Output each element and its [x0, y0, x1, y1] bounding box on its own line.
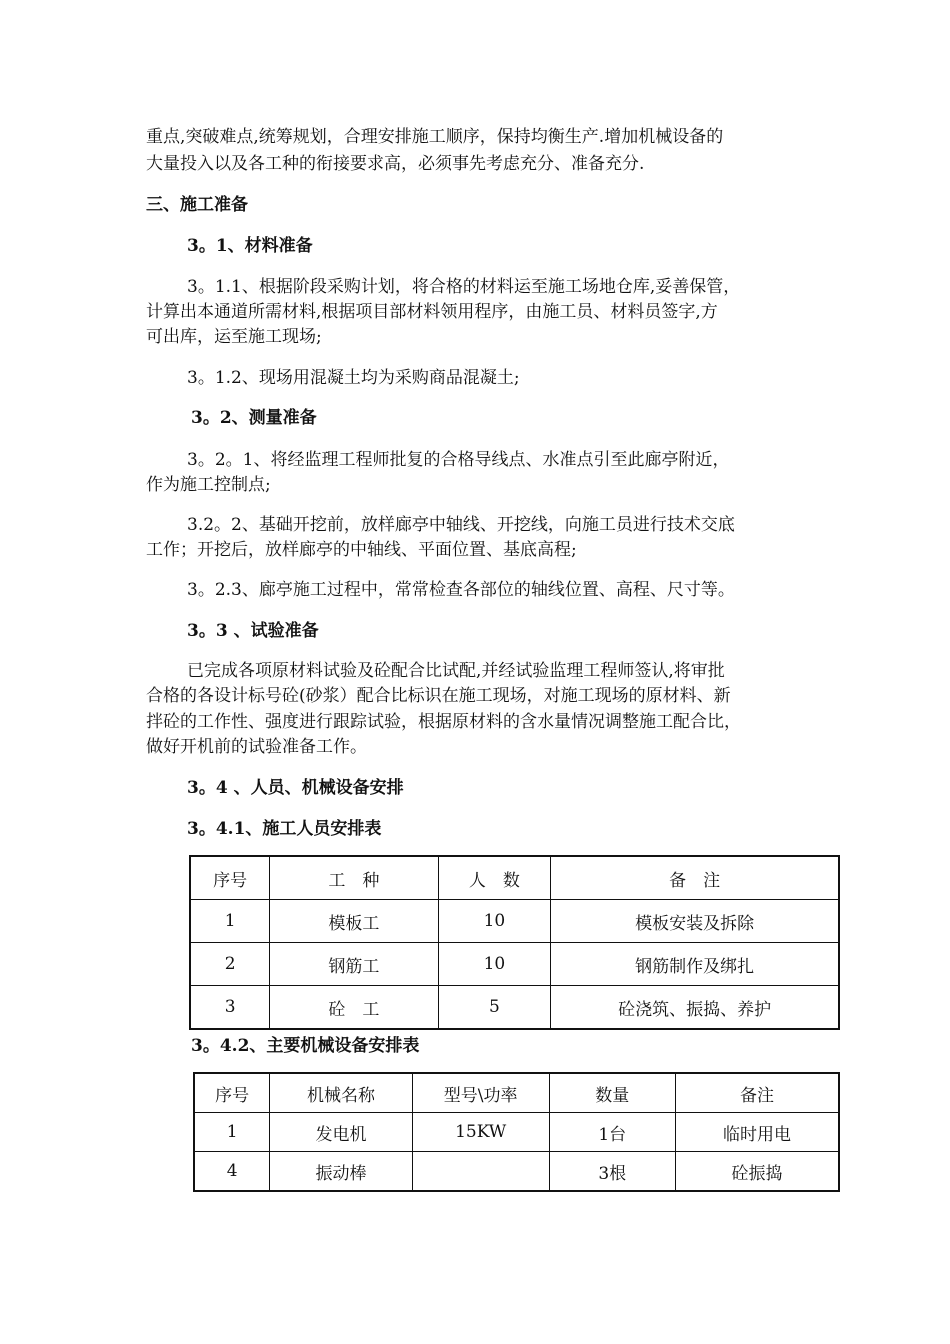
section-3-heading: 三、施工准备	[146, 195, 248, 215]
table-row	[194, 1113, 839, 1152]
table-cell: 砼 工	[270, 986, 438, 1030]
table-cell: 模板工	[270, 900, 438, 943]
section-3-4-2-heading: 3。4.2、主要机械设备安排表	[191, 1036, 420, 1056]
paragraph-3-1-1-line-2: 计算出本通道所需材料,根据项目部材料领用程序，由施工员、材料员签字,方	[146, 302, 718, 322]
table-cell: 砼振捣	[675, 1152, 839, 1192]
paragraph-3-3-line-2: 合格的各设计标号砼(砂浆）配合比标识在施工现场，对施工现场的原材料、新	[146, 686, 731, 706]
intro-line-2: 大量投入以及各工种的衔接要求高，必须事先考虑充分、准备充分.	[146, 154, 645, 174]
table-cell: 振动棒	[270, 1152, 413, 1192]
table-cell: 5	[438, 986, 551, 1030]
table-cell: 3根	[549, 1152, 675, 1192]
paragraph-3-3-line-3: 拌砼的工作性、强度进行跟踪试验，根据原材料的含水量情况调整施工配合比，	[146, 712, 741, 732]
header-cell: 序号	[190, 856, 270, 900]
table-cell: 15KW	[412, 1113, 549, 1152]
header-cell: 备 注	[551, 856, 839, 900]
table-cell: 3	[190, 986, 270, 1030]
table-cell: 4	[194, 1152, 270, 1192]
header-cell: 型号\功率	[412, 1073, 549, 1113]
paragraph-3-2-1-line-2: 作为施工控制点;	[146, 475, 271, 495]
table-row	[190, 943, 839, 986]
header-cell: 备注	[675, 1073, 839, 1113]
table-row	[190, 900, 839, 943]
header-cell: 序号	[194, 1073, 270, 1113]
section-3-2-heading: 3。2、测量准备	[191, 408, 317, 428]
paragraph-3-1-2: 3。1.2、现场用混凝土均为采购商品混凝土;	[187, 368, 520, 388]
section-3-4-1-heading: 3。4.1、施工人员安排表	[187, 819, 382, 839]
paragraph-3-2-3: 3。2.3、廊亭施工过程中，常常检查各部位的轴线位置、高程、尺寸等。	[187, 580, 735, 600]
equipment-allocation-table	[193, 1072, 840, 1192]
paragraph-3-2-1-line-1: 3。2。1、将经监理工程师批复的合格导线点、水准点引至此廊亭附近，	[187, 450, 730, 470]
header-cell: 数量	[549, 1073, 675, 1113]
table-cell: 1	[194, 1113, 270, 1152]
table-cell: 10	[438, 900, 551, 943]
table-cell: 临时用电	[675, 1113, 839, 1152]
paragraph-3-2-2-line-1: 3.2。2、基础开挖前，放样廊亭中轴线、开挖线，向施工员进行技术交底	[187, 515, 735, 535]
table-cell: 砼浇筑、振捣、养护	[551, 986, 839, 1030]
table-cell: 钢筋制作及绑扎	[551, 943, 839, 986]
table-cell	[412, 1152, 549, 1192]
table-cell: 模板安装及拆除	[551, 900, 839, 943]
table-cell: 1台	[549, 1113, 675, 1152]
paragraph-3-3-line-4: 做好开机前的试验准备工作。	[146, 737, 367, 757]
table-cell: 10	[438, 943, 551, 986]
table-cell: 1	[190, 900, 270, 943]
section-3-3-heading: 3。3 、试验准备	[187, 621, 319, 641]
paragraph-3-3-line-1: 已完成各项原材料试验及砼配合比试配,并经试验监理工程师签认,将审批	[187, 661, 725, 681]
header-cell: 工 种	[270, 856, 438, 900]
section-3-1-heading: 3。1、材料准备	[187, 236, 313, 256]
paragraph-3-2-2-line-2: 工作；开挖后，放样廊亭的中轴线、平面位置、基底高程;	[146, 540, 577, 560]
table-row	[194, 1152, 839, 1192]
table-header-row	[190, 856, 839, 900]
table-row	[190, 986, 839, 1030]
section-3-4-heading: 3。4 、人员、机械设备安排	[187, 778, 404, 798]
paragraph-3-1-1-line-3: 可出库，运至施工现场;	[146, 327, 322, 347]
table-cell: 2	[190, 943, 270, 986]
staff-allocation-table	[189, 855, 840, 1030]
table-cell: 发电机	[270, 1113, 413, 1152]
intro-line-1: 重点,突破难点,统筹规划，合理安排施工顺序，保持均衡生产.增加机械设备的	[146, 127, 724, 147]
header-cell: 人 数	[438, 856, 551, 900]
table-cell: 钢筋工	[270, 943, 438, 986]
header-cell: 机械名称	[270, 1073, 413, 1113]
paragraph-3-1-1-line-1: 3。1.1、根据阶段采购计划，将合格的材料运至施工场地仓库,妥善保管，	[187, 277, 741, 297]
table-header-row	[194, 1073, 839, 1113]
